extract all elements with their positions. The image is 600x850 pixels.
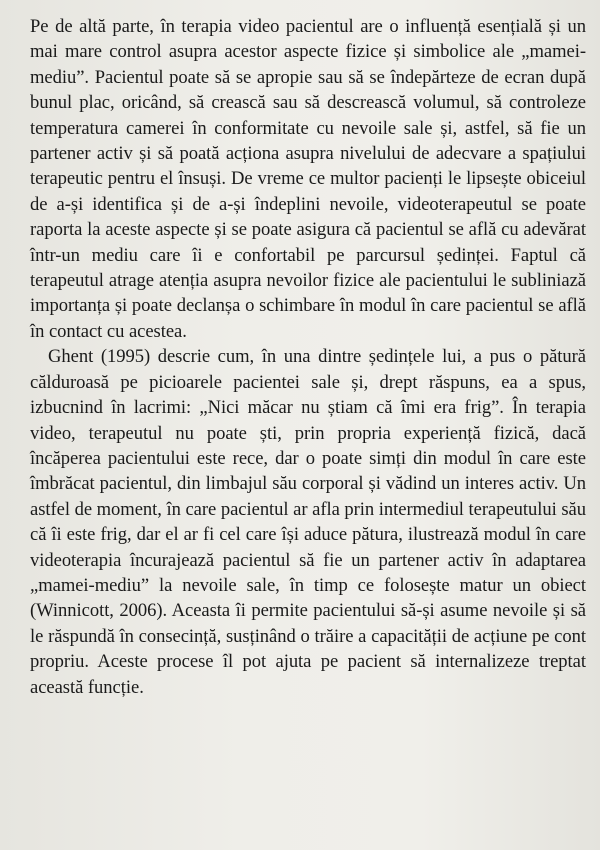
- paragraph-2: Ghent (1995) descrie cum, în una dintre ședințele lui, a pus o pătură călduroasă pe picioarele pacientei sale și, drept răspuns, ea a spus, izbucnind în lacrimi: „Nici măcar nu știam că îmi era frig”. În terapia video, terapeutul nu poate ști, prin propria experiență fizică, dacă încăperea pacientului este rece, dar o poate simți din modul în care este îmbrăcat pacientul, din limbajul său corporal și vădind un interes activ. Un astfel de moment, în care pacientul ar afla prin intermediul terapeutului său că îi este frig, dar el ar fi cel care își aduce pătura, ilustrează modul în care videoterapia încurajează pacientul să fie un partener activ în adaptarea „mamei-mediu” la nevoile sale, în timp ce folosește matur un obiect (Winnicott, 2006). Aceasta îi permite pacientului să-și asume nevoile și să le răspundă în consecință, susținând o trăire a capacității de acțiune pe cont propriu. Aceste procese îl pot ajuta pe pacient să internalizeze treptat această funcție.: [30, 346, 586, 698]
- body-text: [30, 14, 586, 700]
- paragraph-1: Pe de altă parte, în terapia video pacientul are o influență esențială și un mai mare control asupra acestor aspecte fizice și simbolice ale „mamei-mediu”. Pacientul poate să se apropie sau să se îndepărteze de ecran după bunul plac, oricând, să crească sau să descrească volumul, să controleze temperatura camerei în conformitate cu nevoile sale și, astfel, să fie un partener activ și să poată acționa asupra nivelului de adecvare a spațiului terapeutic pentru el însuși. De vreme ce multor pacienți le lipsește obiceiul de a-și identifica și de a-și îndeplini nevoile, videoterapeutul se poate raporta la aceste aspecte și se poate asigura că pacientul se află cu adevărat într-un mediu care îi e confortabil pe parcursul ședinței. Faptul că terapeutul atrage atenția asupra nevoilor fizice ale pacientului le subliniază importanța și poate declanșa o schimbare în modul în care pacientul se află în contact cu acestea.: [30, 16, 586, 342]
